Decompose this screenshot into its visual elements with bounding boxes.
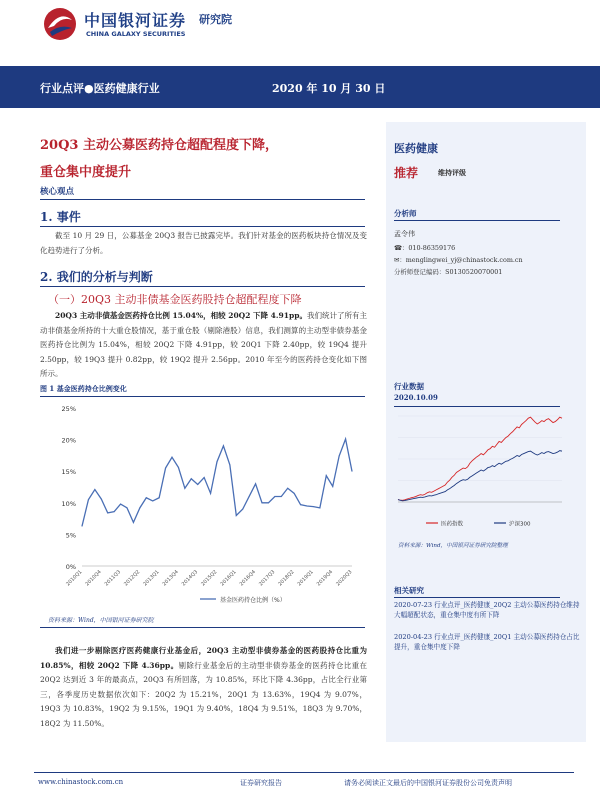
section1-heading: 1. 事件	[40, 210, 81, 224]
data-point	[94, 489, 95, 490]
x-tick-label: 2019Q1	[296, 569, 315, 588]
market-data-heading: 行业数据	[394, 382, 424, 391]
data-point	[172, 457, 173, 458]
section2-paragraph2	[40, 644, 367, 732]
data-point	[217, 461, 218, 462]
data-point	[101, 499, 102, 500]
data-point	[249, 496, 250, 497]
section1-divider	[40, 226, 365, 227]
data-point	[345, 438, 346, 439]
section2-divider	[40, 286, 365, 287]
data-point	[120, 504, 121, 505]
figure1-bottom-rule	[40, 627, 365, 628]
x-tick-label: 2011Q3	[103, 569, 122, 588]
related-item-1[interactable]: 2020-07-23 行业点评_医药健康_20Q2 主动公募医药持仓维持大幅超配状态，重仓集中度有所下降	[394, 601, 580, 619]
footer-disclaimer: 请务必阅读正文最后的中国银河证券股份公司免责声明	[344, 779, 512, 787]
section2-para2-text: 剔除行业基金后的主动型非债券基金的医药持仓比重在 20Q2 达到近 3 年的最高点，20Q3 有所回落，为 10.85%，环比下降 4.36pp，占比全行业第三，各季度历史数据依次如下：20Q2 为 15.21%，20Q1 为 13.63%，19Q4 为 9.07%，19Q3 为 10.83%，19Q2 为 9.15%，19Q1 为 9.40%，18Q4 为 9.51%，18Q3 为 9.70%，18Q2 为 11.50%。	[40, 660, 367, 728]
brand-institute: 研究院	[199, 13, 232, 26]
related-divider	[394, 597, 560, 598]
data-point	[294, 493, 295, 494]
data-point	[339, 456, 340, 457]
data-point	[184, 488, 185, 489]
legend-label: 医药指数	[441, 521, 464, 528]
y-tick-label: 20%	[61, 436, 76, 445]
data-point	[165, 468, 166, 469]
x-tick-label: 2013Q1	[142, 569, 161, 588]
report-date: 2020 年 10 月 30 日	[272, 82, 386, 95]
market-performance-chart	[390, 410, 570, 536]
analyst-phone: ☎：010-86359176	[394, 244, 456, 252]
analyst-heading: 分析师	[394, 209, 417, 218]
analyst-email: ✉：menglingwei_yj@chinastock.com.cn	[394, 256, 523, 264]
y-tick-label: 10%	[61, 499, 76, 508]
data-point	[281, 496, 282, 497]
data-point	[197, 484, 198, 485]
data-point	[307, 505, 308, 506]
x-tick-label: 2016Q4	[238, 569, 257, 588]
x-tick-label: 2015Q2	[200, 569, 219, 588]
figure1-title: 图 1 基金医药持仓比例变化	[40, 384, 127, 393]
figure1-line-chart	[40, 398, 365, 610]
section2-heading: 2. 我们的分析与判断	[40, 270, 153, 284]
series-line	[82, 439, 352, 526]
data-point	[210, 493, 211, 494]
x-tick-label: 2010Q4	[84, 569, 103, 588]
x-tick-label: 2020Q3	[335, 569, 354, 588]
sidebar-rating: 推荐	[394, 166, 419, 180]
data-point	[268, 502, 269, 503]
data-point	[319, 507, 320, 508]
data-point	[204, 477, 205, 478]
section2-para2-bold: 我们进一步剔除医疗医药健康行业基金后，20Q3 主动型非债券基金的医药股持仓比重为 10.85%，相较 20Q2 下降 4.36pp。	[40, 646, 367, 670]
analyst-cert: 分析师登记编码：S0130520070001	[394, 268, 503, 276]
data-point	[127, 507, 128, 508]
data-point	[287, 488, 288, 489]
figure1-top-rule	[40, 396, 365, 397]
section2-para-text: 我们统计了所有主动非债基金所持的十大重仓股情况，基于重仓股（剔除港股）信息，我们测算的主动型非债券基金医药持仓比例为 15.04%，相较 20Q2 下降 4.91pp，较 20Q1 下降 2.40pp，较 19Q4 提升 2.50pp，较 19Q3 提升 0.82pp，较 19Q2 提升 2.56pp。2010 年至今的医药持仓变化如下图所示。	[40, 311, 367, 379]
footer-divider	[34, 772, 574, 773]
footer-report-type: 证券研究报告	[240, 779, 282, 787]
y-tick-label: 5%	[65, 531, 76, 540]
data-point	[114, 511, 115, 512]
y-tick-label: 25%	[61, 405, 76, 413]
section2-para-bold: 20Q3 主动非债基金医药持仓比例 15.04%，相较 20Q2 下降 4.91pp。	[55, 311, 307, 320]
core-views-label: 核心观点	[40, 187, 75, 197]
report-header-band	[0, 66, 600, 108]
data-point	[88, 499, 89, 500]
data-point	[159, 497, 160, 498]
x-tick-label: 2014Q3	[180, 569, 200, 588]
data-point	[107, 512, 108, 513]
data-point	[178, 467, 179, 468]
related-research-heading: 相关研究	[394, 586, 424, 595]
data-point	[352, 471, 353, 472]
market-data-source: 资料来源：Wind，中国银河证券研究院整理	[398, 543, 508, 549]
x-tick-label: 2013Q4	[161, 569, 180, 588]
x-tick-label: 2012Q2	[122, 569, 142, 588]
y-tick-label: 0%	[65, 563, 76, 571]
market-data-divider	[394, 406, 560, 407]
data-point	[146, 497, 147, 498]
data-point	[191, 478, 192, 479]
data-point	[326, 475, 327, 476]
x-tick-label: 2018Q2	[277, 569, 296, 588]
data-point	[274, 496, 275, 497]
data-point	[223, 445, 224, 446]
galaxy-logo-icon	[42, 6, 78, 42]
legend-label: 基金医药持仓比例（%）	[220, 597, 286, 604]
sidebar-sector: 医药健康	[394, 142, 438, 155]
brand-name-cn: 中国银河证券	[84, 11, 187, 30]
section2-subheading: （一）20Q3 主动非债基金医药股持仓超配程度下降	[48, 293, 302, 306]
x-tick-label: 2010Q1	[65, 569, 84, 588]
footer-website[interactable]: www.chinastock.com.cn	[38, 778, 124, 786]
data-point	[236, 515, 237, 516]
data-point	[242, 509, 243, 510]
x-tick-label: 2016Q1	[219, 569, 238, 588]
data-point	[300, 504, 301, 505]
market-data-date: 2020.10.09	[394, 393, 438, 402]
data-point	[255, 483, 256, 484]
data-point	[152, 500, 153, 501]
core-divider	[40, 199, 365, 200]
series-line	[398, 451, 562, 501]
data-point	[332, 486, 333, 487]
data-point	[229, 464, 230, 465]
data-point	[139, 507, 140, 508]
sidebar-rating-note: 维持评级	[438, 168, 466, 177]
analyst-name: 孟令伟	[394, 230, 415, 238]
data-point	[82, 526, 83, 527]
legend-label: 沪深300	[509, 521, 531, 528]
data-point	[313, 506, 314, 507]
report-title-line2: 重仓集中度提升	[40, 165, 132, 180]
report-title-line1: 20Q3 主动公募医药持仓超配程度下降，	[40, 138, 278, 153]
analyst-divider	[394, 220, 560, 221]
report-category: 行业点评●医药健康行业	[40, 82, 160, 95]
brand-name-en: CHINA GALAXY SECURITIES	[86, 30, 186, 38]
x-tick-label: 2019Q4	[315, 569, 335, 588]
related-item-2[interactable]: 2020-04-23 行业点评_医药健康_20Q1 主动公募医药持仓占比提升，重仓集中度下降	[394, 633, 580, 651]
section1-text: 截至 10 月 29 日，公募基金 20Q3 报告已披露完毕。我们针对基金的医药板块持仓情况及变化趋势进行了分析。	[40, 231, 367, 255]
x-tick-label: 2017Q3	[257, 569, 277, 588]
section2-paragraph	[40, 309, 367, 382]
figure1-source: 资料来源：Wind，中国银河证券研究院	[48, 617, 154, 624]
data-point	[133, 522, 134, 523]
data-point	[262, 502, 263, 503]
y-tick-label: 15%	[61, 468, 76, 477]
